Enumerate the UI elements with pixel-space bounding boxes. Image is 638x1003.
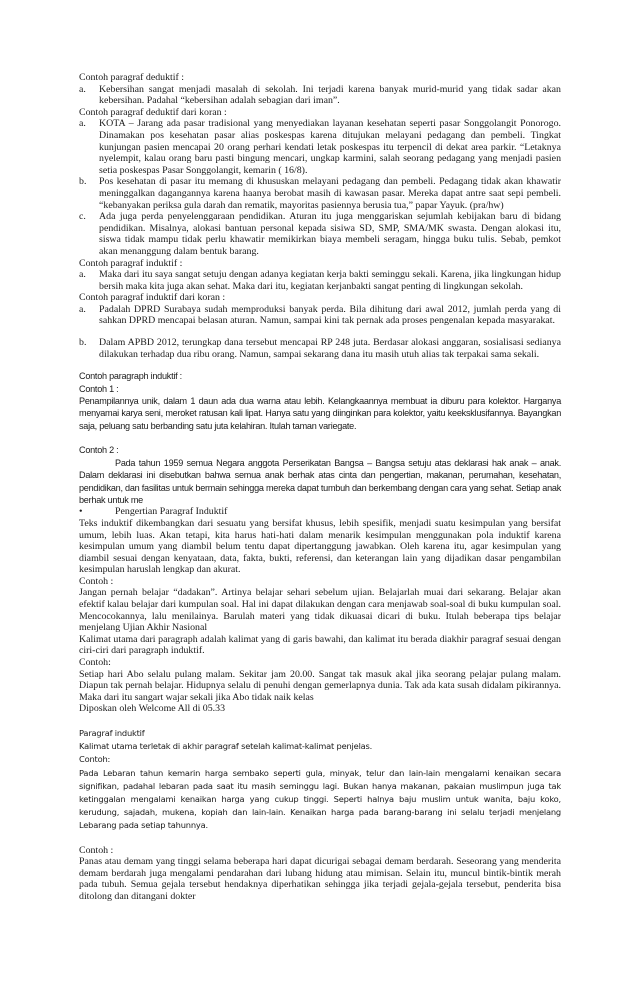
example-title: Contoh: bbox=[79, 657, 111, 669]
list-item bbox=[79, 269, 561, 292]
list-marker: a. bbox=[79, 118, 86, 130]
posted-by: Diposkan oleh Welcome All di 05.33 bbox=[79, 703, 226, 715]
section-heading: Paragraf induktif bbox=[79, 728, 145, 738]
deduktif-koran-heading: Contoh paragraf deduktif dari koran : bbox=[79, 106, 227, 118]
example-text: Panas atau demam yang tinggi selama beberapa hari dapat dicurigai sebagai demam berdarah. Seseorang yang menderita demam berdarah juga mengalami pendarahan dari lubang hidung atau mimisan. Selain itu, muncul bintik-bintik merah pada tubuh. Semua gejala tersebut hendaknya diperhatikan sehingga jika terjadi gejala-gejala tersebut, penderita bisa ditolong dan ditangani dokter bbox=[79, 856, 561, 902]
contoh-akhir-section bbox=[79, 845, 561, 903]
list-text: KOTA – Jarang ada pasar tradisional yang menyediakan layanan kesehatan seperti pasar Songgolangit Ponorogo. Dinamakan pos kesehatan pasar alias poskespas karena ditujukan melayani pedagang dan pembeli. Tingkat kunjungan pasien mencapai 20 orang perhari kendati letak poskespas itu terpencil di dekat area parkir. “Letaknya nyelempit, kalau orang baru pasti bingung mencari, ungkap karmini, salah seorang pedagang yang menjadi pasien setia poskespas Pasar Songgolangit, kemarin ( 16/8). bbox=[99, 118, 561, 176]
list-item bbox=[79, 84, 561, 107]
example-text: Penampilannya unik, dalam 1 daun ada dua warna atau lebih. Kelangkaannya membuat ia diburu para kolektor. Harganya menyamai karya seni, meroket ratusan kali lipat. Hanya satu yang diinginkan para kolektor, yaitu keeksklusifannya. Bayangkan saja, peluang satu berbanding satu juta kelahiran. Itulah taman variegate. bbox=[79, 396, 561, 431]
induktif-koran-section bbox=[79, 258, 561, 361]
list-marker: b. bbox=[79, 337, 87, 349]
body-text: Kalimat utama terletak di akhir paragraf setelah kalimat-kalimat penjelas. bbox=[79, 741, 373, 752]
list-text: Dalam APBD 2012, terungkap dana tersebut mencapai RP 248 juta. Berdasar alokasi anggaran, sosialisasi sedianya dilakukan terhadap dua ribu orang. Namun, sampai sekarang dana itu masih utuh alias tak terpakai sama sekali. bbox=[99, 337, 561, 360]
paragraf-induktif-section bbox=[79, 727, 561, 833]
list-text: Maka dari itu saya sangat setuju dengan adanya kegiatan kerja bakti seminggu sekali. Karena, jika lingkungan hidup bersih maka kita juga akan sehat. Maka dari itu, kegiatan kerjanbakti sangat penting di lingkungan sekolah. bbox=[99, 269, 561, 292]
list-item bbox=[79, 211, 561, 257]
section-heading: Pengertian Paragraf Induktif bbox=[115, 506, 228, 518]
list-text: Padalah DPRD Surabaya sudah memproduksi banyak perda. Bila dihitung dari awal 2012, jumlah perda yang di sahkan DPRD mencapai belasan aturan. Namun, sampai kini tak pernak ada proses pengenalan kepada masyarakat. bbox=[99, 303, 561, 327]
list-marker: c. bbox=[79, 211, 86, 223]
example-title: Contoh: bbox=[79, 754, 111, 765]
list-item bbox=[79, 337, 561, 360]
example-title: Contoh : bbox=[79, 844, 114, 856]
body-text: Kalimat utama dari paragraph adalah kalimat yang di garis bawahi, dan kalimat itu berada diakhir paragraf sesuai dengan ciri-ciri dari paragraph induktif. bbox=[79, 633, 561, 657]
example-title: Contoh : bbox=[79, 575, 114, 587]
section-heading: Contoh paragraph induktif : bbox=[79, 371, 182, 382]
body-text: Teks induktif dikembangkan dari sesuatu yang bersifat khusus, lebih spesifik, menjadi suatu kesimpulan yang bersifat umum, lebih luas. Akan tetapi, kita harus hati-hati dalam menarik kesimpulan menggunakan pola induktif karena kesimpulan umum yang diambil belum tentu dapat dipertanggung jawabkan. Oleh karena itu, agar kesimpulan yang diambil sesuai dengan kenyataan, data, fakta, bukti, referensi, dan keterangan lain yang dijadikan dasar pengambilan kesimpulan haruslah lengkap dan akurat. bbox=[79, 517, 561, 576]
bullet-icon: • bbox=[79, 506, 83, 518]
list-item bbox=[79, 304, 561, 327]
paragraph-induktif-section bbox=[79, 370, 561, 506]
example-title: Contoh 2 : bbox=[79, 445, 119, 456]
list-text: Kebersihan sangat menjadi masalah di sekolah. Ini terjadi karena banyak murid-murid yang tidak sadar akan kebersihan. Padahal “kebersihan adalah sebagian dari iman”. bbox=[99, 83, 561, 107]
list-item bbox=[79, 118, 561, 176]
list-marker: a. bbox=[79, 269, 86, 281]
example-title: Contoh 1 : bbox=[79, 383, 119, 394]
example-text: Pada tahun 1959 semua Negara anggota Perserikatan Bangsa – Bangsa setuju atas deklarasi hak anak – anak. Dalam deklarasi ini disebutkan bahwa semua anak berhak atas cinta dan pengertian, makanan, perumahan, kesehatan, pendidikan, dan fasilitas untuk bermain sehingga mereka dapat tumbuh dan berkembang dengan cara yang sehat. Setiap anak berhak untuk me bbox=[79, 457, 561, 505]
bullet-item bbox=[79, 506, 561, 518]
document-page bbox=[79, 72, 561, 903]
pengertian-section bbox=[79, 506, 561, 715]
induktif-heading: Contoh paragraf induktif : bbox=[79, 257, 183, 269]
list-item bbox=[79, 176, 561, 211]
example-text: Pada Lebaran tahun kemarin harga sembako seperti gula, minyak, telur dan lain-lain mengalami kenaikan secara signifikan, padahal lebaran pada saat itu masih seminggu lagi. Bukan hanya makanan, pakaian muslimpun juga tak ketinggalan mengalami kenaikan harga yang cukup tinggi. Seperti halnya baju muslim untuk wanita, baju koko, kerudung, sajadah, mukena, kopiah dan lain-lain. Kenaikan harga pada barang-barang ini selalu terjadi menjelang Lebarang pada setiap tahunnya. bbox=[79, 767, 561, 831]
list-text: Pos kesehatan di pasar itu memang di khususkan melayani pedagang dan pembeli. Pedagang tidak akan khawatir meninggalkan dagangannya karena haanya berobat masih di kawasan pasar. Mereka dapat antre saat sepi pembeli. “kebanyakan periksa gula darah dan rematik, mayoritas pasiennya berusia tua,” papar Yayuk. (pra/hw) bbox=[99, 176, 561, 211]
list-marker: b. bbox=[79, 176, 87, 188]
list-marker: a. bbox=[79, 303, 86, 315]
deduktif-heading: Contoh paragraf deduktif : bbox=[79, 72, 185, 83]
list-text: Ada juga perda penyelenggaraan pendidikan. Aturan itu juga menggariskan sejumlah kebijakan baru di bidang pendidikan. Misalnya, alokasi bantuan personal kepada sisiwa SD, SMP, SMA/MK swasta. Dengan alokasi itu, siswa tidak mampu tidak perlu khawatir memikirkan biaya membeli seragam, hingga buku tulis. Sebab, pemkot akan menanggung dalam bentuk barang. bbox=[99, 211, 561, 257]
list-marker: a. bbox=[79, 83, 86, 95]
induktif-koran-heading: Contoh paragraf induktif dari koran : bbox=[79, 292, 226, 304]
body-text: Setiap hari Abo selalu pulang malam. Sekitar jam 20.00. Sangat tak masuk akal jika seorang pelajar pulang malam. Diapun tak pernah belajar. Hidupnya selalu di penuhi dengan gemerlapnya dunia. Tak ada kata susah didalam pikirannya. Maka dari itu sangart wajar sekali jika Abo tidak naik kelas bbox=[79, 668, 561, 703]
deduktif-section bbox=[79, 72, 561, 258]
body-text: Jangan pernah belajar “dadakan”. Artinya belajar sehari sebelum ujian. Belajarlah muai dari sekarang. Belajar akan efektif kalau belajar dari kumpulan soal. Hal ini dapat dilakukan dengan cara menjawab soal-soal di buku kumpulan soal. Mencocokannya, lalu menilainya. Barulah materi yang tidak dikuasai dicari di buku. Itulah beberapa tips belajar menjelang Ujian Akhir Nasional bbox=[79, 587, 561, 634]
